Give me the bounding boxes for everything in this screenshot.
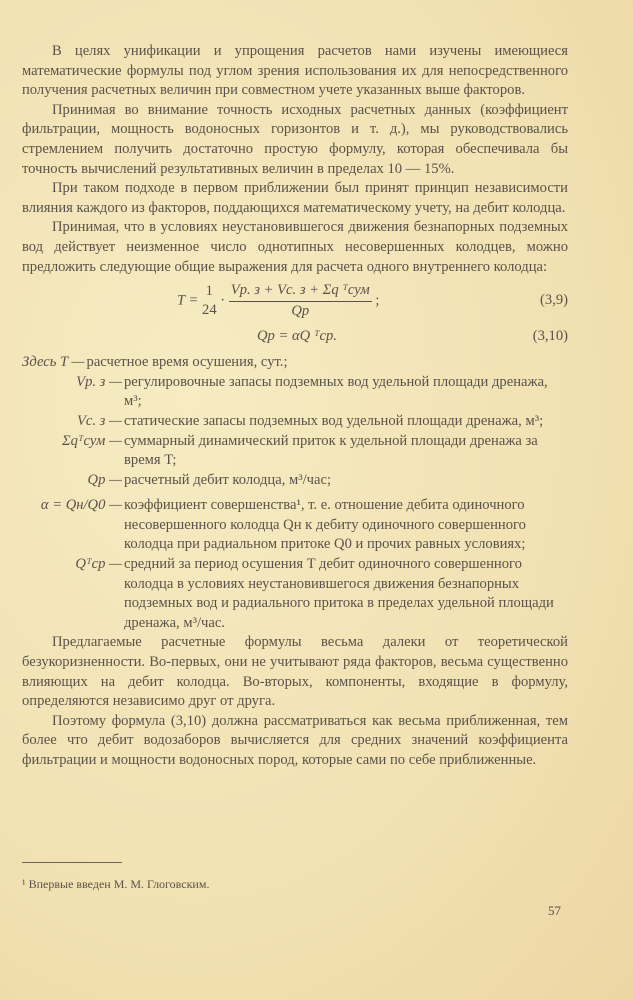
paragraph-3: При таком подходе в первом приближении был принят принцип независимости влияния каждого из факторов, поддающихся математическому учету, на дебит колодца. bbox=[22, 180, 568, 216]
coefficient-fraction: 1 24 bbox=[202, 282, 217, 319]
paragraph-4: Принимая, что в условиях неустановившегося движения безнапорных подземных вод действует неизменное число однотипных несовершенных колодцев, можно предложить следующие общие выражения для расчета одного внутреннего колодца: bbox=[22, 219, 568, 275]
equation-number: (3,9) bbox=[540, 292, 568, 309]
equation-number: (3,10) bbox=[532, 328, 568, 345]
formula-lhs: T = bbox=[177, 292, 199, 309]
paragraph-6: Поэтому формула (3,10) должна рассматриваться как весьма приближенная, тем более что дебит водозаборов вычисляется для средних значений коэффициента фильтрации и мощности водоносных пород, которые сами по себе приближенные. bbox=[22, 712, 568, 768]
definition-item: Vр. з — регулировочные запасы подземных вод удельной площади дренажа, м³; bbox=[76, 373, 548, 410]
paragraph-2: Принимая во внимание точность исходных расчетных данных (коэффициент фильтрации, мощность водоносных горизонтов и т. д.), мы руководствовались стремлением получить достаточно простую формулу, которая обеспечивала бы точность вычислений результативных величин в пределах 10 — 15%. bbox=[22, 101, 568, 177]
footnote: ¹ Впервые введен М. М. Глоговским. bbox=[22, 877, 210, 891]
definition-item: Здесь T — расчетное время осушения, сут.; bbox=[22, 354, 288, 371]
page-number: 57 bbox=[548, 903, 561, 918]
definition-item: Qр — расчетный дебит колодца, м³/час; bbox=[87, 471, 332, 488]
page-body bbox=[22, 42, 568, 771]
definition-item: Σqᵀсум — суммарный динамический приток к удельной площади дренажа за время T; bbox=[61, 432, 538, 469]
formula-3-9: T = 1 24 · $\frac{\text{Vр. з + Vс. з + Σq ᵀсум}}{Qр}$ ; (3,9) bbox=[22, 279, 568, 325]
definition-item: Vс. з — статические запасы подземных вод удельной площади дренажа, м³; bbox=[76, 412, 544, 429]
footnote-divider bbox=[22, 862, 122, 863]
definitions-list bbox=[22, 353, 568, 633]
paragraph-5: Предлагаемые расчетные формулы весьма далеки от теоретической безукоризненности. Во-первых, они не учитывают ряда факторов, весьма существенно влияющих на дебит колодца. Во-вторых, компоненты, входящие в формулу, определяются независимо друг от друга. bbox=[22, 634, 568, 710]
formula-expr: Qр = αQ ᵀср. bbox=[257, 328, 337, 345]
main-fraction: $\frac{\text{Vр. з + Vс. з + Σq ᵀсум}}{Qр}$ bbox=[230, 282, 370, 319]
definition-item: Qᵀср — средний за период осушения T дебит одиночного совершенного колодца в условиях неустановившегося движения безнапорных подземных вод и радиального притока в пределах удельной площади дренажа, м³/час. bbox=[75, 556, 554, 631]
formula-3-10 bbox=[22, 325, 568, 351]
definition-item: α = Qн/Q0 — коэффициент совершенства¹, т. е. отношение дебита одиночного несовершенного колодца Qн к дебиту одиночного совершенного колодца при радиальном притоке Q0 и прочих равных условиях; bbox=[40, 497, 526, 553]
paragraph-1: В целях унификации и упрощения расчетов нами изучены имеющиеся математические формулы под углом зрения использования их для непосредственного получения расчетных величин при совместном учете указанных выше факторов. bbox=[22, 43, 568, 99]
